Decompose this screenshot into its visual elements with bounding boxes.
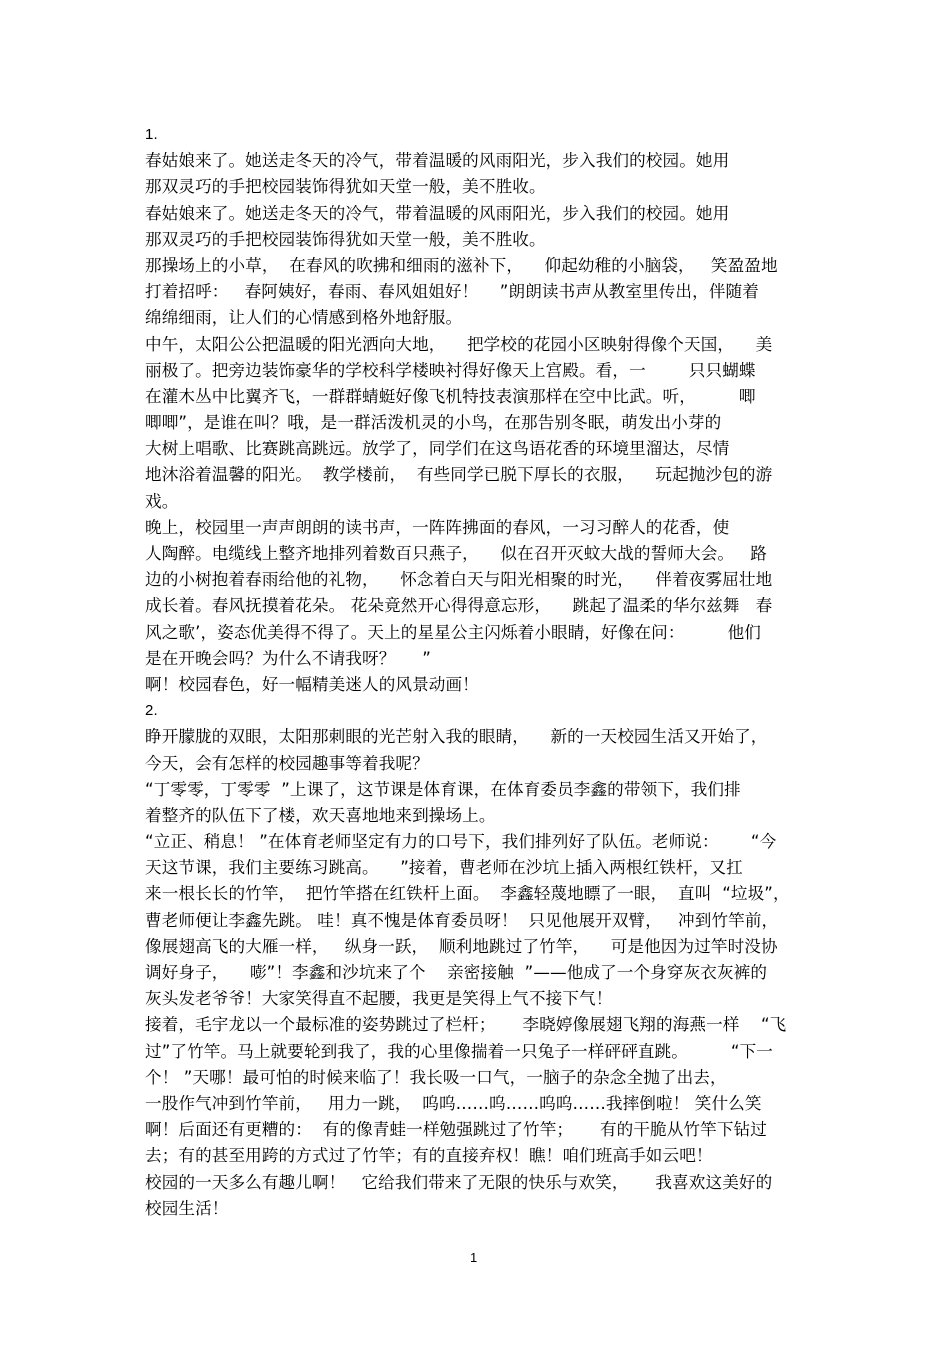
text-line: 那双灵巧的手把校园装饰得犹如天堂一般，美不胜收。 bbox=[145, 229, 546, 249]
text-line: 成长着。春风抚摸着花朵。 花朵竟然开心得得意忘形， 跳起了温柔的华尔兹舞 春 bbox=[145, 596, 773, 616]
text-line: 戏。 bbox=[145, 491, 179, 511]
text-line: 人陶醉。电缆线上整齐地排列着数百只燕子， 似在召开灭蚊大战的誓师大会。 路 bbox=[145, 544, 767, 563]
text-line: 那双灵巧的手把校园装饰得犹如天堂一般，美不胜收。 bbox=[145, 177, 546, 197]
document-body bbox=[145, 122, 815, 1222]
text-line: 今天，会有怎样的校园趣事等着我呢？ bbox=[145, 753, 429, 773]
text-line: 校园生活！ bbox=[145, 1198, 229, 1218]
text-line: 在灌木丛中比翼齐飞，一群群蜻蜓好像飞机特技表演那样在空中比武。听， 唧 bbox=[145, 386, 756, 406]
text-line: 接着，毛宇龙以一个最标准的姿势跳过了栏杆； 李晓婷像展翅飞翔的海燕一样 “飞 bbox=[145, 1015, 787, 1035]
text-line: 曹老师便让李鑫先跳。 哇！真不愧是体育委员呀！ 只见他展开双臂， 冲到竹竿前， bbox=[145, 910, 779, 930]
text-line: 大树上唱歌、比赛跳高跳远。放学了，同学们在这鸟语花香的环境里溜达，尽情 bbox=[145, 439, 730, 459]
essay-1 bbox=[145, 122, 815, 698]
text-line: 校园的一天多么有趣儿啊！ 它给我们带来了无限的快乐与欢笑， 我喜欢这美好的 bbox=[145, 1172, 773, 1192]
text-line: 啊！校园春色，好一幅精美迷人的风景动画！ bbox=[145, 674, 479, 694]
text-line: 着整齐的队伍下了楼，欢天喜地地来到操场上。 bbox=[145, 805, 496, 825]
text-line: 是在开晚会吗？为什么不请我呀？ ” bbox=[145, 648, 431, 668]
text-line: 丽极了。把旁边装饰豪华的学校科学楼映衬得好像天上宫殿。看，一 只只蝴蝶 bbox=[145, 360, 756, 380]
essay-number: 1. bbox=[145, 126, 158, 143]
text-line: 唧唧”，是谁在叫？哦，是一群活泼机灵的小鸟，在那告别冬眠，萌发出小芽的 bbox=[145, 413, 722, 433]
text-line: 来一根长长的竹竿， 把竹竿搭在红铁杆上面。 李鑫轻蔑地瞟了一眼， 直叫 “垃圾”， bbox=[145, 884, 790, 904]
text-line: 啊！后面还有更糟的： 有的像青蛙一样勉强跳过了竹竿； 有的干脆从竹竿下钻过 bbox=[145, 1120, 767, 1140]
text-line: “丁零零，丁零零 ”上课了，这节课是体育课，在体育委员李鑫的带领下，我们排 bbox=[145, 779, 741, 799]
text-line: 一股作气冲到竹竿前， 用力一跳， 呜呜……呜……呜呜……我摔倒啦！ 笑什么笑 bbox=[145, 1093, 762, 1113]
text-line: 晚上，校园里一声声朗朗的读书声，一阵阵拂面的春风，一习习醉人的花香，使 bbox=[145, 517, 730, 537]
essay-2 bbox=[145, 698, 815, 1222]
text-line: 天这节课，我们主要练习跳高。 ”接着，曹老师在沙坑上插入两根红铁杆，又扛 bbox=[145, 858, 743, 878]
text-line: 那操场上的小草， 在春风的吹拂和细雨的滋补下， 仰起幼稚的小脑袋， 笑盈盈地 bbox=[145, 255, 778, 275]
text-line: 边的小树抱着春雨给他的礼物， 怀念着白天与阳光相聚的时光， 伴着夜雾屈壮地 bbox=[145, 570, 773, 590]
text-line: 睁开朦胧的双眼，太阳那刺眼的光芒射入我的眼睛， 新的一天校园生活又开始了， bbox=[145, 727, 768, 747]
text-line: 春姑娘来了。她送走冬天的冷气，带着温暖的风雨阳光，步入我们的校园。她用 bbox=[145, 203, 730, 223]
text-line: 灰头发老爷爷！大家笑得直不起腰，我更是笑得上气不接下气！ bbox=[145, 989, 613, 1009]
text-line: 风之歌’，姿态优美得不得了。天上的星星公主闪烁着小眼睛，好像在问： 他们 bbox=[145, 622, 761, 642]
text-line: 打着招呼： 春阿姨好，春雨、春风姐姐好！ ”朗朗读书声从教室里传出，伴随着 bbox=[145, 282, 759, 302]
text-line: 中午，太阳公公把温暖的阳光洒向大地， 把学校的花园小区映射得像个天国， 美 bbox=[145, 334, 773, 354]
text-line: 调好身子， 嘭”！李鑫和沙坑来了个 亲密接触 ”——他成了一个身穿灰衣灰裤的 bbox=[145, 963, 768, 982]
text-line: 绵绵细雨，让人们的心情感到格外地舒服。 bbox=[145, 308, 463, 328]
text-line: 像展翅高飞的大雁一样， 纵身一跃， 顺利地跳过了竹竿， 可是他因为过竿时没协 bbox=[145, 936, 778, 956]
text-line: 过”了竹竿。马上就要轮到我了，我的心里像揣着一只兔子一样砰砰直跳。 “下一 bbox=[145, 1041, 773, 1061]
text-line: 去；有的甚至用跨的方式过了竹竿；有的直接弃权！瞧！咱们班高手如云吧！ bbox=[145, 1146, 713, 1166]
text-line: 地沐浴着温馨的阳光。 教学楼前， 有些同学已脱下厚长的衣服， 玩起抛沙包的游 bbox=[145, 465, 773, 485]
text-line: 个！ ”天哪！最可怕的时候来临了！我长吸一口气，一脑子的杂念全抛了出去， bbox=[145, 1067, 727, 1087]
text-line: “立正、稍息！ ”在体育老师坚定有力的口号下，我们排列好了队伍。老师说： “今 bbox=[145, 832, 777, 852]
essay-number: 2. bbox=[145, 702, 158, 720]
text-line: 春姑娘来了。她送走冬天的冷气，带着温暖的风雨阳光，步入我们的校园。她用 bbox=[145, 151, 730, 171]
page-number: 1 bbox=[470, 1250, 478, 1265]
